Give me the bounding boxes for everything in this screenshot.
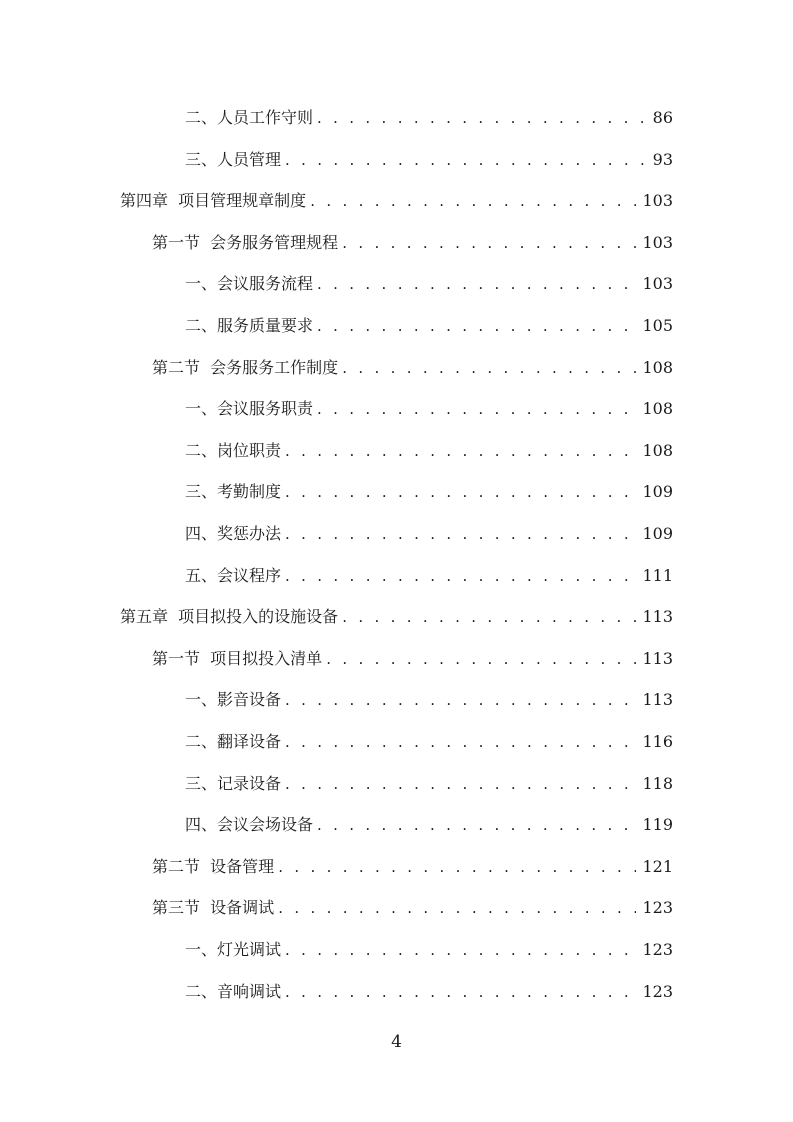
toc-entry[interactable] <box>185 520 673 548</box>
toc-entry-page-number: 108 <box>642 399 673 419</box>
toc-entry-page-number: 93 <box>652 149 673 169</box>
toc-entry[interactable] <box>185 478 673 506</box>
toc-entry-title: 三、考勤制度 <box>185 482 282 502</box>
dot-leader <box>326 645 636 673</box>
toc-entry[interactable] <box>185 811 673 839</box>
toc-entry[interactable] <box>152 894 673 922</box>
toc-entry-page-number: 113 <box>642 607 673 627</box>
toc-entry-title: 第二节 设备管理 <box>152 856 275 876</box>
toc-entry[interactable] <box>185 395 673 423</box>
dot-leader <box>317 395 636 423</box>
toc-entry[interactable] <box>152 229 673 257</box>
toc-entry-page-number: 86 <box>652 108 673 127</box>
toc-entry-title: 一、会议服务流程 <box>185 274 314 294</box>
toc-entry-page-number: 121 <box>642 856 673 876</box>
toc-entry-title: 一、会议服务职责 <box>185 399 314 419</box>
toc-entry-title: 第二节 会务服务工作制度 <box>152 357 339 377</box>
toc-entry-title: 第四章 项目管理规章制度 <box>120 191 307 211</box>
toc-entry-title: 五、会议程序 <box>185 565 282 585</box>
toc-entry-page-number: 105 <box>642 316 673 335</box>
dot-leader <box>310 187 636 215</box>
toc-entry[interactable] <box>152 354 673 382</box>
toc-entry-title: 第五章 项目拟投入的设施设备 <box>120 607 339 627</box>
toc-entry-page-number: 116 <box>642 732 673 751</box>
toc-entry-title: 第一节 项目拟投入清单 <box>152 648 323 668</box>
toc-entry[interactable] <box>185 562 673 590</box>
toc-entry-title: 四、奖惩办法 <box>185 524 282 543</box>
toc-entry-page-number: 118 <box>642 773 673 793</box>
toc-entry-page-number: 113 <box>642 648 673 668</box>
toc-entry[interactable] <box>185 728 673 756</box>
dot-leader <box>285 978 636 1006</box>
page-number: 4 <box>391 1032 402 1052</box>
toc-entry[interactable] <box>185 270 673 298</box>
toc-entry-page-number: 108 <box>642 357 673 377</box>
toc-entry-page-number: 123 <box>642 940 673 959</box>
toc-entry[interactable] <box>120 603 673 631</box>
toc-entry[interactable] <box>185 104 673 132</box>
dot-leader <box>278 853 636 881</box>
toc-entry-page-number: 103 <box>642 232 673 252</box>
dot-leader <box>342 229 636 257</box>
dot-leader <box>317 312 636 340</box>
dot-leader <box>342 354 636 382</box>
toc-entry[interactable] <box>185 146 673 174</box>
toc-entry-title: 第一节 会务服务管理规程 <box>152 232 339 252</box>
toc-entry-page-number: 109 <box>642 482 673 502</box>
toc-entry[interactable] <box>185 312 673 340</box>
dot-leader <box>342 603 636 631</box>
toc-entry-title: 二、岗位职责 <box>185 440 282 460</box>
toc-entry[interactable] <box>185 770 673 798</box>
dot-leader <box>285 478 636 506</box>
dot-leader <box>285 520 636 548</box>
dot-leader <box>285 686 636 714</box>
dot-leader <box>285 770 636 798</box>
dot-leader <box>317 811 636 839</box>
toc-entry[interactable] <box>185 437 673 465</box>
toc-entry-title: 二、服务质量要求 <box>185 316 314 335</box>
toc-entry-title: 四、会议会场设备 <box>185 815 314 835</box>
toc-entry-title: 二、人员工作守则 <box>185 108 314 127</box>
toc-entry[interactable] <box>152 853 673 881</box>
toc-entry-page-number: 123 <box>642 898 673 918</box>
toc-entry[interactable] <box>185 978 673 1006</box>
toc-entry-page-number: 109 <box>642 524 673 543</box>
dot-leader <box>317 270 636 298</box>
toc-entry[interactable] <box>185 936 673 964</box>
dot-leader <box>317 104 647 132</box>
toc-entry-title: 第三节 设备调试 <box>152 898 275 918</box>
toc-entry-title: 三、人员管理 <box>185 149 282 169</box>
toc-entry-title: 一、影音设备 <box>185 690 282 710</box>
toc-entry-title: 二、音响调试 <box>185 981 282 1001</box>
toc-entry-title: 三、记录设备 <box>185 773 282 793</box>
dot-leader <box>285 728 636 756</box>
dot-leader <box>278 894 636 922</box>
dot-leader <box>285 146 647 174</box>
dot-leader <box>285 437 636 465</box>
toc-entry-page-number: 119 <box>642 815 673 835</box>
toc-entry-page-number: 103 <box>642 274 673 294</box>
toc-entry-title: 二、翻译设备 <box>185 732 282 751</box>
toc-entry-title: 一、灯光调试 <box>185 940 282 959</box>
toc-entry-page-number: 103 <box>642 191 673 211</box>
dot-leader <box>285 936 636 964</box>
toc-entry[interactable] <box>152 645 673 673</box>
toc-entry-page-number: 111 <box>642 565 673 585</box>
toc-entry-page-number: 113 <box>642 690 673 710</box>
dot-leader <box>285 562 636 590</box>
toc-entry-page-number: 123 <box>642 981 673 1001</box>
toc-entry[interactable] <box>120 187 673 215</box>
toc-entry[interactable] <box>185 686 673 714</box>
toc-entry-page-number: 108 <box>642 440 673 460</box>
